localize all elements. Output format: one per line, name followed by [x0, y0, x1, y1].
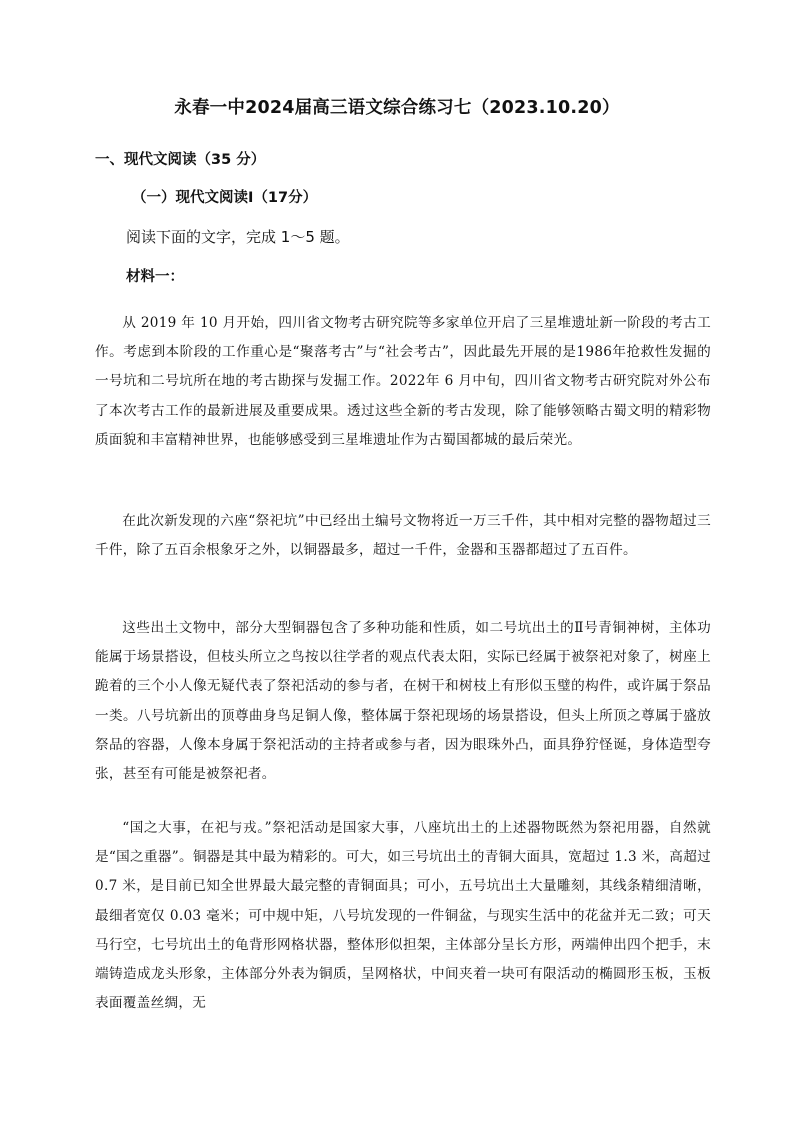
sub-heading: （一）现代文阅读Ⅰ（17分）: [132, 190, 318, 206]
paragraph: “国之大事，在祀与戎。”祭祀活动是国家大事，八座坑出土的上述器物既然为祭祀用器，自然就是“国之重器”。铜器是其中最为精彩的。可大，如三号坑出土的青铜大面具，宽超过 1.3 米，高超过 0.7 米，是目前已知全世界最大最完整的青铜面具；可小，五号坑出土大量雕刻，其线条精细清晰，最细者宽仅 0.03 毫米；可中规中矩，八号坑发现的一件铜盆，与现实生活中的花盆并无二致；可天马行空，七号坑出土的龟背形网格状器，整体形似担架，主体部分呈长方形，两端伸出四个把手，末端铸造成龙头形象，主体部分外表为铜质，呈网格状，中间夹着一块可有限活动的椭圆形玉板，玉板表面覆盖丝绸，无: [95, 820, 711, 1012]
material-label: 材料一：: [126, 269, 184, 285]
paragraph: 从 2019 年 10 月开始，四川省文物考古研究院等多家单位开启了三星堆遗址新一阶段的考古工作。考虑到本阶段的工作重心是“聚落考古”与“社会考古”，因此最先开展的是1986年抢救性发掘的一号坑和二号坑所在地的考古勘探与发掘工作。2022年 6 月中旬，四川省文物考古研究院对外公布了本次考古工作的最新进展及重要成果。透过这些全新的考古发现，除了能够领略古蜀文明的精彩物质面貌和丰富精神世界，也能够感受到三星堆遗址作为古蜀国都城的最后荣光。: [95, 315, 711, 448]
reading-instruction: 阅读下面的文字，完成 1～5 题。: [126, 228, 350, 246]
paragraph: 这些出土文物中，部分大型铜器包含了多种功能和性质，如二号坑出土的Ⅱ号青铜神树，主体功能属于场景搭设，但枝头所立之鸟按以往学者的观点代表太阳，实际已经属于被祭祀对象了，树座上跪着的三个小人像无疑代表了祭祀活动的参与者，在树干和树枝上有形似玉璧的构件，或许属于祭品一类。八号坑新出的顶尊曲身鸟足铜人像，整体属于祭祀现场的场景搭设，但头上所顶之尊属于盛放祭品的容器，人像本身属于祭祀活动的主持者或参与者，因为眼珠外凸，面具狰狞怪诞，身体造型夸张，甚至有可能是被祭祀者。: [95, 620, 711, 783]
document-title: 永春一中2024届高三语文综合练习七（2023.10.20）: [174, 98, 620, 118]
paragraph: 在此次新发现的六座“祭祀坑”中已经出土编号文物将近一万三千件，其中相对完整的器物超过三千件，除了五百余根象牙之外，以铜器最多，超过一千件，金器和玉器都超过了五百件。: [95, 513, 711, 559]
section-heading: 一、现代文阅读（35 分）: [95, 152, 266, 168]
